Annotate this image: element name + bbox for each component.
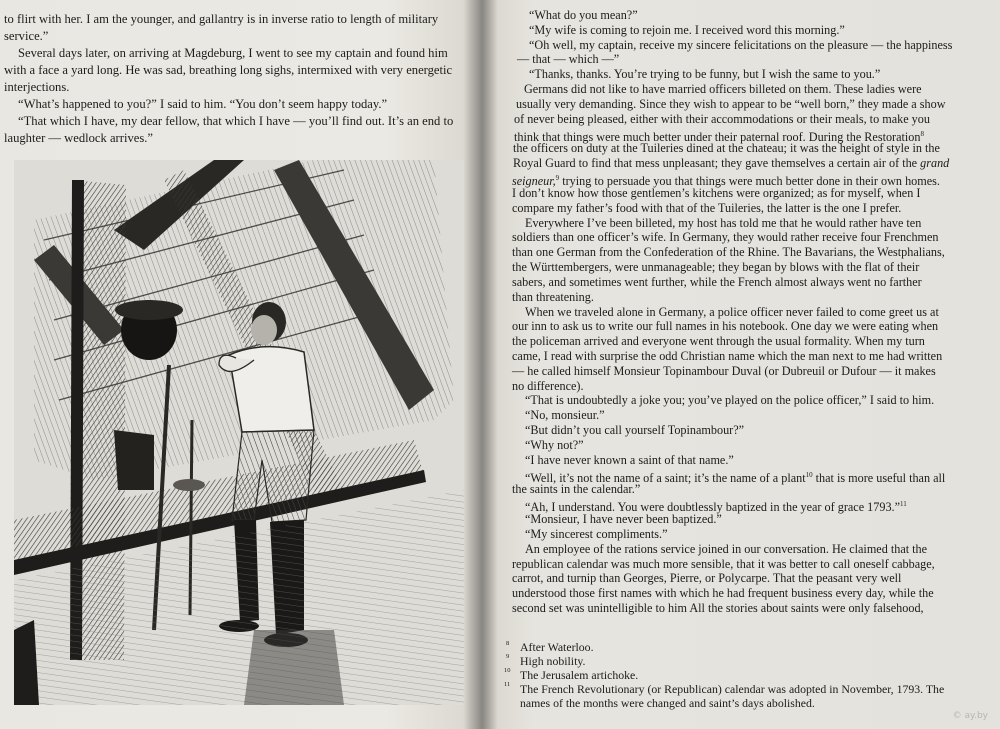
footnote-text: The Jerusalem artichoke. [520,668,639,682]
text-line: “Why not?” [525,437,584,452]
footnote-text: names of the months were changed and saint’s days abolished. [520,696,815,710]
text-line: “My wife is coming to rejoin me. I received word this morning.” [529,22,845,37]
text-line: the Württembergers, were unmanageable; they began by blows with the flat of their [512,260,920,275]
text-line: “That is undoubtedly a joke you; you’ve played on the police officer,” I said to him. [525,393,935,408]
text-line: “Thanks, thanks. You’re trying to be funny, but I wish the same to you.” [529,67,881,82]
text-line: no difference). [512,378,584,393]
text-line: to flirt with her. I am the younger, and gallantry is in inverse ratio to length of military [4,12,439,26]
footnote-number: 11 [504,681,511,688]
text-line: came, I read with surprise the odd Christian name which the man next to me had written [512,348,943,363]
text-line: “Ah, I understand. You were doubtlessly baptized in the year of grace 1793.”$^{11}$ [525,500,907,515]
footnote-number: 9 [506,653,510,660]
text-line: Several days later, on arriving at Magdeburg, I went to see my captain and found him [18,46,448,60]
text-line: “But didn’t you call yourself Topinambour?” [525,423,745,438]
text-line: interjections. [4,80,70,94]
text-line: “My sincerest compliments.” [525,526,668,541]
text-line: our inn to ask us to write our full names in his notebook. One day we were eating when [512,319,939,334]
right-page [482,0,1000,729]
text-line: I don’t know how those gentlemen’s kitchens were organized; as for myself, when I [512,185,921,200]
footnote-text: The French Revolutionary (or Republican) calendar was adopted in November, 1793. The [520,682,945,696]
text-line: understood those first names with which he had frequent business every day, while the [512,586,934,601]
text-line: sabers, and sometimes went further, while the French almost always went no farther [512,274,922,289]
footnote-number: 10 [504,667,511,674]
text-line: the saints in the calendar.” [512,482,641,497]
left-page [0,0,482,729]
footnote-text: High nobility. [520,654,586,668]
text-line: “What’s happened to you?” I said to him. “You don’t seem happy today.” [18,97,388,111]
text-line: than threatening. [512,289,594,304]
text-line: Germans did not like to have married officers billeted on them. These ladies were [524,82,922,97]
text-line: When we traveled alone in Germany, a police officer never failed to come greet us at [525,304,939,319]
gutter-shadow [464,0,482,729]
text-line: compare my father’s food with that of the Tuileries, the latter is the one I prefer. [512,200,902,215]
text-line: service.” [4,29,49,43]
text-line: “Oh well, my captain, receive my sincere felicitations on the pleasure — the happiness [529,37,953,52]
text-line: — he called himself Monsieur Topinambour Duval (or Dubreuil or Dufour — it makes [512,363,936,378]
text-line: laughter — wedlock arrives.” [4,131,153,145]
text-line: “I have never known a saint of that name.” [525,452,734,467]
text-line: than one German from the Confederation of the Rhine. The Bavarians, the Westphalians, [512,245,945,260]
text-line: the officers on duty at the Tuileries dined at the chateau; it was the height of style in the [513,141,940,156]
gutter-shadow [482,0,498,729]
text-line: Everywhere I’ve been billeted, my host has told me that he would rather have ten [525,215,922,230]
text-line: republican calendar was much more sensible, that it was better to call oneself cabbage, [512,556,935,571]
text-line: of never being pleased, either with their accommodations or their meals, to make you [514,111,930,126]
engraving-svg [14,160,464,705]
watermark: © ay.by [952,711,988,721]
text-line: carrot, and turnip than Georges, Pierre, or Polycarpe. That the peasant very well [512,571,902,586]
text-line: Royal Guard to find that mess unpleasant; they gave themselves a certain air of the grand [513,156,950,171]
text-line: “No, monsieur.” [525,408,605,423]
text-line: soldiers than one officer’s wife. In Germany, they would rather receive four Frenchmen [512,230,939,245]
text-line: seigneur,$^9$ trying to persuade you that things were much better done in their own homes. [512,174,940,189]
footnote-text: After Waterloo. [520,640,594,654]
engraving-illustration [14,160,464,705]
text-line: “That which I have, my dear fellow, that which I have — you’ll find out. It’s an end to [18,114,454,128]
text-line: the policeman arrived and everyone went through the usual formality. When my turn [512,334,925,349]
text-line: An employee of the rations service joined in our conversation. He claimed that the [525,541,928,556]
text-line: with a face a yard long. He was sad, breathing long sighs, intermixed with very energetic [4,63,453,77]
text-line: second set was unintelligible to him All the stories about saints were only falsehood, [512,601,924,615]
text-line: think that things were much better under their paternal roof. During the Restoration$^8$ [514,129,924,144]
text-line: “What do you mean?” [529,8,638,22]
footnote-number: 8 [506,640,510,647]
text-line: — that — which —” [517,52,620,67]
text-line: usually very demanding. Since they wish to appear to be “well born,” they made a show [516,96,946,111]
text-line: “Well, it’s not the name of a saint; it’s the name of a plant$^{10}$ that is more useful than all [525,470,946,485]
text-line: “Monsieur, I have never been baptized.” [525,512,722,527]
